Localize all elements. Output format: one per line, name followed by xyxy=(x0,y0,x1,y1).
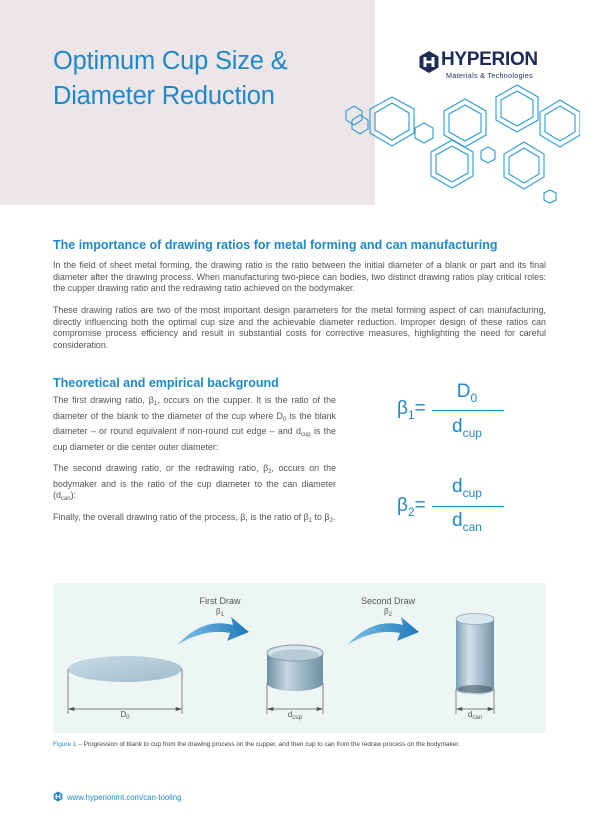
symbol: d xyxy=(452,416,463,437)
beta-symbol: β xyxy=(384,607,389,616)
text-run: The second drawing ratio, or the redrawing ratio, β xyxy=(53,463,269,473)
subscript: 0 xyxy=(470,390,478,405)
subscript: cup xyxy=(462,425,482,440)
caption-label: Figure 1 – xyxy=(53,741,82,748)
symbol: d xyxy=(287,710,293,719)
section-heading-importance: The importance of drawing ratios for metal forming and can manufacturing xyxy=(53,238,498,252)
formula-denominator xyxy=(432,510,502,534)
formula-denominator xyxy=(432,416,502,440)
first-draw-label: First Draw xyxy=(199,596,241,606)
can-side xyxy=(456,619,494,695)
subscript: can xyxy=(462,519,482,534)
formula-lhs xyxy=(397,398,426,422)
second-ratio-paragraph xyxy=(53,463,336,506)
second-draw-arrow-icon xyxy=(347,617,419,645)
subscript: can xyxy=(60,496,71,503)
subscript: 1 xyxy=(308,518,313,524)
can-top xyxy=(456,614,494,625)
equals-sign: = xyxy=(414,398,426,419)
text-run: The first drawing ratio, β xyxy=(53,395,154,405)
formula-numerator xyxy=(432,381,502,405)
formula-lhs xyxy=(397,495,426,519)
hyperion-logo xyxy=(418,49,538,80)
blank-disc xyxy=(68,656,182,682)
equals-sign: = xyxy=(414,495,426,516)
subscript: 1 xyxy=(220,612,224,618)
text-run: . xyxy=(332,512,336,522)
logo-wordmark: HYPERION xyxy=(441,49,538,70)
formula-numerator xyxy=(432,476,502,500)
overall-ratio-paragraph xyxy=(53,512,336,528)
first-draw-beta xyxy=(175,607,265,618)
subscript: 2 xyxy=(268,469,272,475)
section-heading-background: Theoretical and empirical background xyxy=(53,376,279,390)
subscript: 1 xyxy=(153,401,158,407)
figure-drawing-process xyxy=(53,583,546,733)
cup-inside xyxy=(271,650,319,661)
title-line-2: Diameter Reduction xyxy=(53,82,275,110)
intro-paragraph-2: These drawing ratios are two of the most important design parameters for the metal forming aspect of can manufacturing, directly influencing both the optimal cup size and the achievable diameter reduction. Improper design of these ratios can compromise process efficiency and result in substantial costs for corrective measures, highlighting the need for careful consideration. xyxy=(53,305,546,350)
text-run: , occurs on the bodymaker and is the ratio of the cup diameter to the can diameter (d xyxy=(53,463,337,501)
text-run: ): xyxy=(70,490,77,501)
title-line-1: Optimum Cup Size & xyxy=(53,47,288,75)
fraction-bar xyxy=(432,410,504,411)
second-draw-label: Second Draw xyxy=(360,596,416,606)
blank-diameter-label xyxy=(80,710,170,721)
decorative-hexagon-pattern xyxy=(340,80,580,205)
symbol: D xyxy=(456,381,471,402)
subscript: 2 xyxy=(407,504,415,519)
symbol: d xyxy=(467,710,473,719)
subscript: cup xyxy=(300,432,311,439)
beta-symbol: β xyxy=(397,398,408,419)
caption-text: Progression of blank to cup from the drawing process on the cupper, and then cup to can from the redraw process on the bodymaker. xyxy=(83,741,460,748)
text-run: is the cup diameter or die center outer diameter: xyxy=(53,426,336,452)
second-draw-beta xyxy=(343,607,433,618)
fraction-bar xyxy=(432,506,504,507)
text-run: to β xyxy=(312,512,330,522)
page-title xyxy=(53,44,287,114)
footer-url[interactable]: www.hyperionmt.com/can-tooling xyxy=(67,793,182,802)
subscript: 2 xyxy=(329,518,333,524)
subscript: 2 xyxy=(388,612,392,618)
beta-symbol: β xyxy=(397,495,408,516)
hyperion-hexagon-logo-icon xyxy=(418,50,440,74)
hyperion-hexagon-icon xyxy=(53,791,63,802)
intro-paragraph-1: In the field of sheet metal forming, the drawing ratio is the ratio between the initial diameter of a blank or part and its final diameter after the drawing process. When manufacturing two-piece can bodies, two distinct drawing ratios play critical roles: the cupper drawing ratio and the redrawing ratio achieved on the bodymaker. xyxy=(53,260,546,294)
figure-caption xyxy=(53,741,546,748)
subscript: can xyxy=(472,715,483,721)
subscript: cup xyxy=(292,715,303,721)
first-draw-arrow-icon xyxy=(177,617,249,645)
subscript: 1 xyxy=(407,407,415,422)
text-run: , occurs on the cupper. It is the ratio of the diameter of the blank to the diameter of the cup where D xyxy=(53,395,336,421)
subscript: cup xyxy=(462,485,482,500)
cup-diameter-label xyxy=(250,710,340,721)
first-ratio-paragraph xyxy=(53,395,336,453)
symbol: D xyxy=(120,710,127,719)
text-run: Finally, the overall drawing ratio of the process, β, is the ratio of β xyxy=(53,512,309,522)
beta-symbol: β xyxy=(216,607,221,616)
text-run: is the blank diameter – or round equivalent if non-round cut edge – and d xyxy=(53,410,336,437)
logo-tagline: Materials & Technologies xyxy=(446,71,533,80)
footer-link[interactable] xyxy=(53,791,181,802)
symbol: d xyxy=(452,476,463,497)
subscript: 0 xyxy=(126,715,130,721)
subscript: 0 xyxy=(282,416,287,423)
can-base-shadow xyxy=(458,685,492,693)
can-diameter-label xyxy=(430,710,520,721)
symbol: d xyxy=(452,510,463,531)
